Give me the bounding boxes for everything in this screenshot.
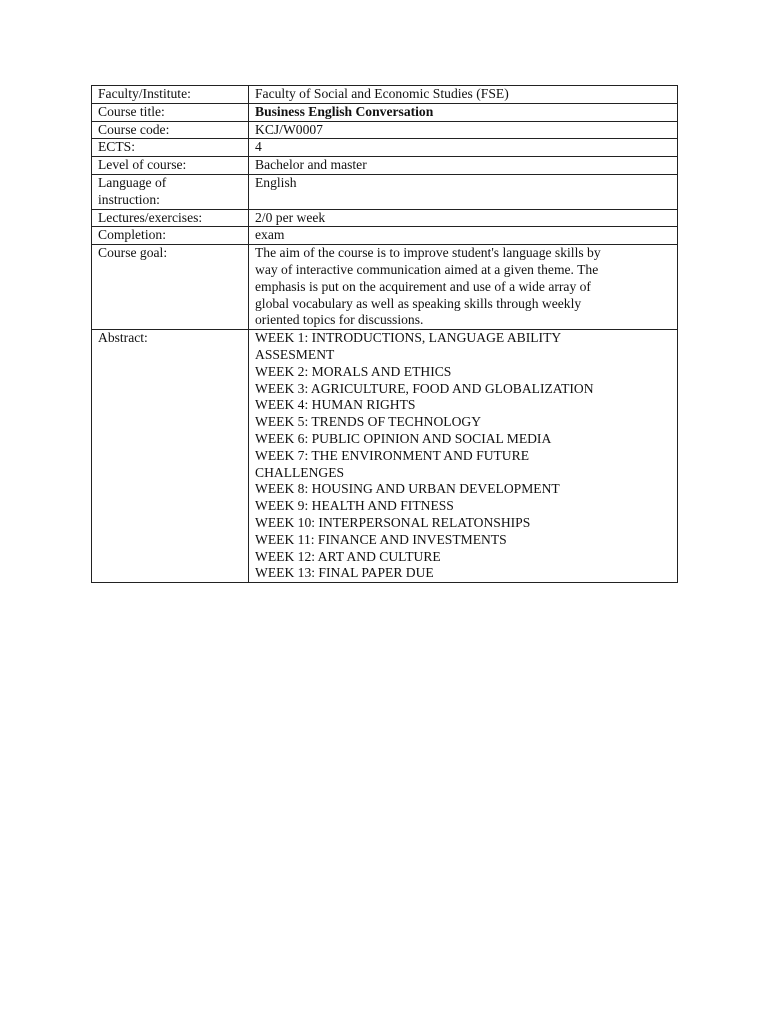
abstract-value — [249, 330, 678, 583]
abstract-line: WEEK 5: TRENDS OF TECHNOLOGY — [255, 414, 482, 430]
course-goal-line: global vocabulary as well as speaking skills through weekly — [255, 295, 582, 311]
course-goal-label: Course goal: — [92, 245, 249, 330]
row-course-title — [92, 103, 678, 121]
abstract-line: WEEK 6: PUBLIC OPINION AND SOCIAL MEDIA — [255, 430, 552, 446]
language-value: English — [249, 174, 678, 209]
abstract-line: WEEK 9: HEALTH AND FITNESS — [255, 498, 454, 514]
faculty-value: Faculty of Social and Economic Studies (FSE) — [249, 86, 678, 104]
row-course-goal — [92, 245, 678, 330]
level-label: Level of course: — [92, 157, 249, 175]
abstract-line: WEEK 13: FINAL PAPER DUE — [255, 565, 434, 581]
abstract-line: WEEK 4: HUMAN RIGHTS — [255, 397, 416, 413]
ects-value: 4 — [249, 139, 678, 157]
abstract-line: WEEK 2: MORALS AND ETHICS — [255, 363, 452, 379]
completion-value: exam — [249, 227, 678, 245]
row-completion — [92, 227, 678, 245]
abstract-line: CHALLENGES — [255, 464, 345, 480]
course-info-table — [91, 85, 678, 583]
abstract-line: WEEK 11: FINANCE AND INVESTMENTS — [255, 531, 507, 547]
language-label-line: Language of — [98, 174, 167, 190]
ects-label: ECTS: — [92, 139, 249, 157]
row-faculty — [92, 86, 678, 104]
row-course-code — [92, 121, 678, 139]
course-goal-line: emphasis is put on the acquirement and use of a wide array of — [255, 278, 591, 294]
abstract-line: WEEK 10: INTERPERSONAL RELATONSHIPS — [255, 514, 531, 530]
abstract-line: ASSESMENT — [255, 346, 335, 362]
course-goal-line: way of interactive communication aimed at a given theme. The — [255, 261, 599, 277]
course-title-value: Business English Conversation — [249, 103, 678, 121]
level-value: Bachelor and master — [249, 157, 678, 175]
completion-label: Completion: — [92, 227, 249, 245]
abstract-line: WEEK 8: HOUSING AND URBAN DEVELOPMENT — [255, 481, 560, 497]
abstract-label: Abstract: — [92, 330, 249, 583]
course-goal-line: oriented topics for discussions. — [255, 312, 424, 328]
course-goal-line: The aim of the course is to improve student's language skills by — [255, 245, 601, 261]
abstract-line: WEEK 12: ART AND CULTURE — [255, 548, 441, 564]
course-code-value: KCJ/W0007 — [249, 121, 678, 139]
lectures-label: Lectures/exercises: — [92, 209, 249, 227]
row-level — [92, 157, 678, 175]
row-abstract — [92, 330, 678, 583]
abstract-line: WEEK 7: THE ENVIRONMENT AND FUTURE — [255, 447, 529, 463]
row-ects — [92, 139, 678, 157]
course-code-label: Course code: — [92, 121, 249, 139]
abstract-line: WEEK 1: INTRODUCTIONS, LANGUAGE ABILITY — [255, 330, 562, 346]
course-title-label: Course title: — [92, 103, 249, 121]
row-lectures — [92, 209, 678, 227]
abstract-line: WEEK 3: AGRICULTURE, FOOD AND GLOBALIZATION — [255, 380, 594, 396]
language-label-line: instruction: — [98, 191, 160, 207]
faculty-label: Faculty/Institute: — [92, 86, 249, 104]
lectures-value: 2/0 per week — [249, 209, 678, 227]
row-language — [92, 174, 678, 209]
course-goal-value — [249, 245, 678, 330]
language-label — [92, 174, 249, 209]
